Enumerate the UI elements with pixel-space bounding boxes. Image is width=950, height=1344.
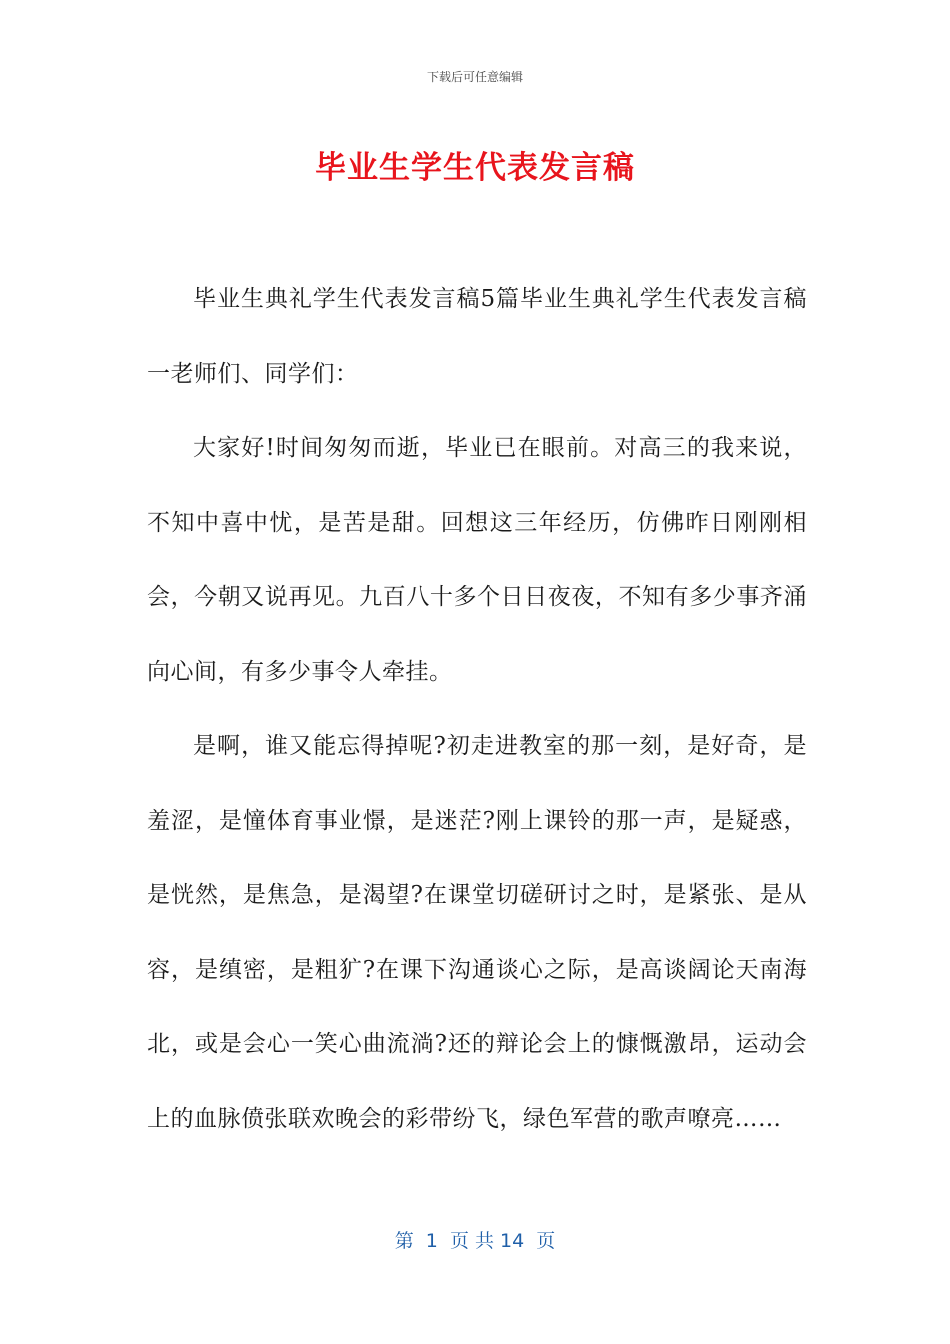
paragraph-1: 毕业生典礼学生代表发言稿5篇毕业生典礼学生代表发言稿一老师们、同学们： <box>147 286 807 387</box>
paragraph-3: 是啊，谁又能忘得掉呢?初走进教室的那一刻，是好奇，是羞涩，是憧体育事业憬，是迷茫?刚上课铃的那一声，是疑惑，是恍然，是焦急，是渴望?在课堂切磋研讨之时，是紧张、是从容，是缜密，是粗犷?在课下沟通谈心之际，是高谈阔论天南海北，或是会心一笑心曲流淌?还的辩论会上的慷慨激昂，运动会上的血脉偾张联欢晚会的彩带纷飞，绿色军营的歌声嘹亮…… <box>147 733 807 1132</box>
header-note: 下载后可任意编辑 <box>426 70 523 84</box>
paragraph-2: 大家好!时间匆匆而逝，毕业已在眼前。对高三的我来说，不知中喜中忧，是苦是甜。回想这三年经历，仿佛昨日刚刚相会，今朝又说再见。九百八十多个日日夜夜，不知有多少事齐涌向心间，有多少事令人牵挂。 <box>147 435 807 685</box>
document-title: 毕业生学生代表发言稿 <box>315 150 635 186</box>
document-body <box>147 262 807 1156</box>
page-number-footer: 第 1 页 共 14 页 <box>394 1230 556 1252</box>
